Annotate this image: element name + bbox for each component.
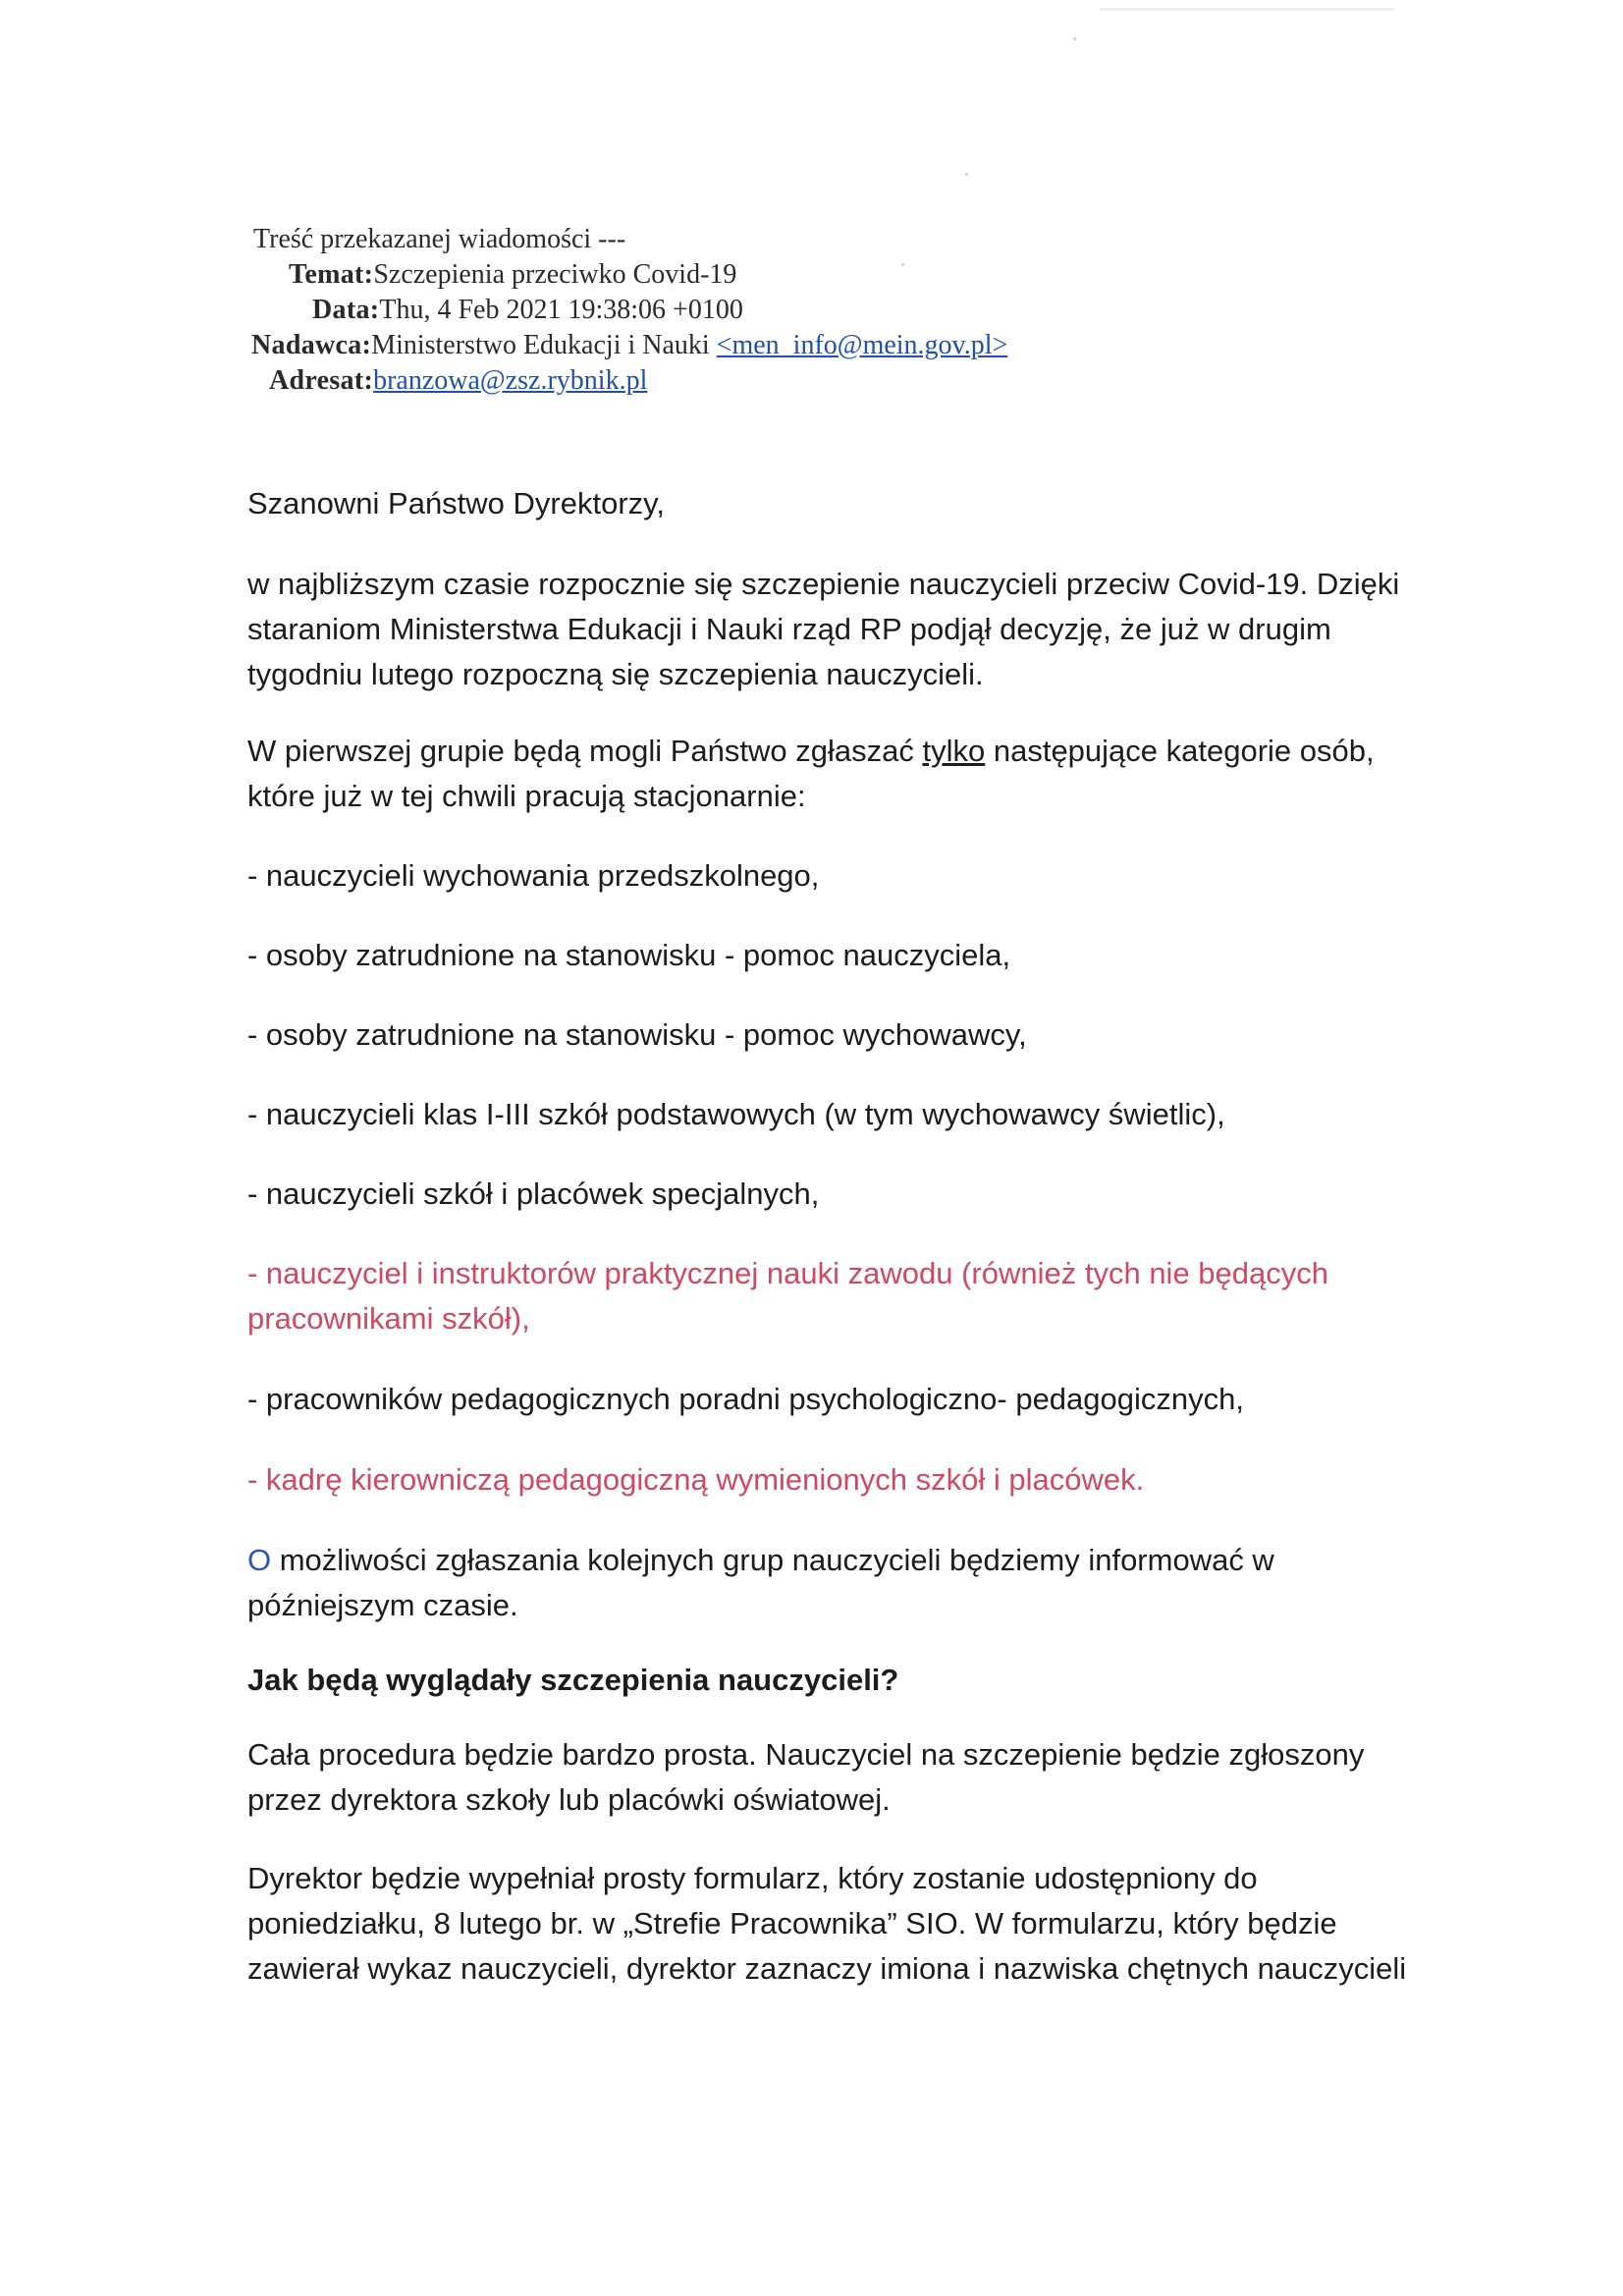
recipient-label: Adresat: [269, 365, 374, 396]
recipient-line [269, 363, 1025, 399]
section-heading: Jak będą wyglądały szczepienia nauczycieli? [247, 1663, 899, 1697]
date-label: Data: [312, 295, 380, 325]
paragraph-categories [247, 729, 1426, 819]
subject-value: Szczepienia przeciwko Covid-19 [373, 259, 737, 290]
sender-name: Ministerstwo Edukacji i Nauki [371, 330, 717, 360]
paragraph-line: tygodniu lutego rozpoczną się szczepienia nauczycieli. [247, 657, 984, 691]
paragraph-line: - nauczyciel i instruktorów praktycznej nauki zawodu (również tych nie będących [247, 1256, 1328, 1290]
paragraph-line: późniejszym czasie. [247, 1588, 518, 1622]
list-item: - nauczycieli wychowania przedszkolnego, [247, 858, 820, 893]
sender-label: Nadawca: [251, 330, 372, 360]
subject-label: Temat: [289, 259, 374, 290]
list-item-highlighted: - kadrę kierowniczą pedagogiczną wymienionych szkół i placówek. [247, 1462, 1145, 1497]
list-item: - nauczycieli szkół i placówek specjalnych, [247, 1176, 820, 1211]
list-item-highlighted [247, 1251, 1426, 1341]
paragraph-intro [247, 562, 1426, 697]
paragraph-line [247, 1538, 1426, 1583]
paragraph-line: w najbliższym czasie rozpocznie się szczepienie nauczycieli przeciw Covid-19. Dzięki [247, 567, 1400, 601]
sender-email-link[interactable]: <men_info@mein.gov.pl> [716, 330, 1008, 360]
email-forward-header [251, 222, 1007, 399]
email-body [247, 481, 1426, 1992]
sender-line [251, 328, 1007, 363]
list-item: - osoby zatrudnione na stanowisku - pomoc wychowawcy, [247, 1017, 1027, 1052]
list-item: - osoby zatrudnione na stanowisku - pomoc nauczyciela, [247, 938, 1011, 972]
paragraph-line: Dyrektor będzie wypełniał prosty formularz, który zostanie udostępniony do [247, 1861, 1258, 1895]
scan-speck [1073, 37, 1076, 40]
paragraph-next-groups [247, 1538, 1426, 1628]
underlined-word: tylko [922, 734, 986, 768]
text-span: W pierwszej grupie będą mogli Państwo zgłaszać [247, 734, 923, 768]
paragraph-line [247, 729, 1426, 774]
paragraph-line: staraniom Ministerstwa Edukacji i Nauki rząd RP podjął decyzję, że już w drugim [247, 612, 1331, 646]
text-span: możliwości zgłaszania kolejnych grup nauczycieli będziemy informować w [271, 1543, 1274, 1577]
scan-speck [965, 173, 968, 176]
list-item: - nauczycieli klas I-III szkół podstawowych (w tym wychowawcy świetlic), [247, 1097, 1225, 1131]
date-line [312, 293, 1068, 328]
paragraph-line: Cała procedura będzie bardzo prosta. Nauczyciel na szczepienie będzie zgłoszony [247, 1737, 1365, 1772]
paragraph-line: poniedziałku, 8 lutego br. w „Strefie Pracownika” SIO. W formularzu, który będzie [247, 1906, 1337, 1941]
text-span: następujące kategorie osób, [985, 734, 1375, 768]
paragraph-procedure [247, 1732, 1426, 1823]
list-item: - pracowników pedagogicznych poradni psychologiczno- pedagogicznych, [247, 1382, 1244, 1416]
greeting: Szanowni Państwo Dyrektorzy, [247, 486, 665, 520]
paragraph-line: przez dyrektora szkoły lub placówki oświatowej. [247, 1782, 891, 1817]
paragraph-line: zawierał wykaz nauczycieli, dyrektor zaznaczy imiona i nazwiska chętnych nauczycieli [247, 1951, 1407, 1986]
recipient-email-link[interactable]: branzowa@zsz.rybnik.pl [373, 365, 648, 396]
forward-intro: Treść przekazanej wiadomości --- [253, 224, 626, 254]
scan-edge-mark [1100, 8, 1394, 11]
paragraph-line: pracownikami szkół), [247, 1301, 530, 1336]
paragraph-form [247, 1856, 1426, 1992]
paragraph-line: które już w tej chwili pracują stacjonarnie: [247, 779, 806, 813]
date-value: Thu, 4 Feb 2021 19:38:06 +0100 [379, 295, 743, 325]
subject-line [289, 257, 1045, 293]
highlighted-letter: O [247, 1543, 272, 1577]
